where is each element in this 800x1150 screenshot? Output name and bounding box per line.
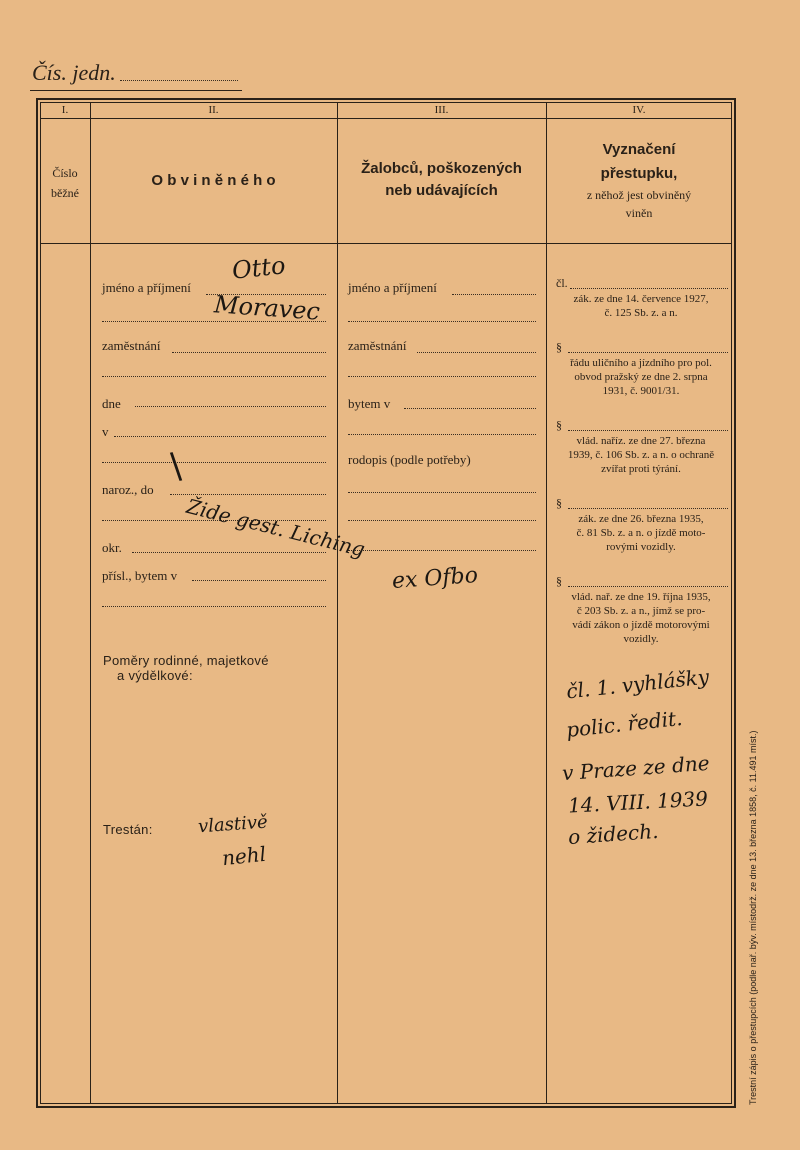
plaintiff-bio-field-2[interactable] — [348, 520, 536, 521]
law4-field[interactable] — [568, 508, 728, 509]
accused-in-label: v — [102, 424, 109, 439]
accused-occupation-field-2[interactable] — [102, 376, 326, 377]
accused-occupation-field[interactable] — [172, 352, 326, 353]
law2-prefix: § — [556, 340, 562, 354]
column-divider-1 — [90, 102, 91, 1104]
plaintiff-bio-field[interactable] — [348, 492, 536, 493]
column-divider-2 — [337, 102, 338, 1104]
accused-day-label: dne — [102, 396, 121, 411]
handwritten-punished-1: vlastivě — [197, 811, 269, 838]
law1-prefix: čl. — [556, 276, 568, 290]
law5-text: vlád. nař. ze dne 19. října 1935, č 203 Sb. z. a n., jímž se pro- vádí zákon o jízdě motorovými vozidly. — [571, 591, 711, 645]
plaintiff-residence-field-2[interactable] — [348, 434, 536, 435]
accused-in-field-2[interactable] — [102, 462, 326, 463]
cis-jedn-label: Čís. jedn. — [32, 60, 116, 85]
handwritten-dash: \ — [165, 445, 187, 488]
accused-born-label: naroz., do — [102, 482, 154, 497]
law3-field[interactable] — [568, 430, 728, 431]
plaintiff-occupation-field-2[interactable] — [348, 376, 536, 377]
plaintiff-occupation-label: zaměstnání — [348, 338, 407, 353]
handwritten-note-4: 14. VIII. 1939 — [567, 786, 709, 818]
plaintiff-name-label: jméno a příjmení — [348, 280, 437, 295]
law1-field[interactable] — [570, 288, 728, 289]
plaintiff-name-field[interactable] — [452, 294, 536, 295]
column-header-4: Vyznačení přestupku, z něhož jest obviněný viněn — [586, 141, 692, 220]
column-number-3: III. — [434, 104, 449, 116]
law3-prefix: § — [556, 418, 562, 432]
plaintiff-bio-label: rodopis (podle potřeby) — [348, 452, 471, 467]
plaintiff-name-field-2[interactable] — [348, 321, 536, 322]
accused-in-field[interactable] — [114, 436, 326, 437]
handwritten-note-2: polic. ředit. — [565, 705, 684, 743]
handwritten-note-1: čl. 1. vyhlášky — [565, 664, 711, 704]
handwritten-note-3: v Praze ze dne — [561, 750, 711, 786]
law2-text: řádu uličního a jízdního pro pol. obvod pražský ze dne 2. srpna 1931, č. 9001/31. — [570, 357, 712, 397]
law5-prefix: § — [556, 574, 562, 588]
handwritten-last-name: Moravec — [213, 290, 321, 326]
family-label: Poměry rodinné, majetkové a výdělkové: — [103, 653, 269, 683]
law4-prefix: § — [556, 496, 562, 510]
column-number-4: IV. — [632, 104, 646, 116]
punished-label: Trestán: — [103, 822, 153, 837]
column-number-1: I. — [61, 104, 69, 116]
accused-residence-field[interactable] — [192, 580, 326, 581]
header-underline — [30, 90, 242, 91]
accused-name-label: jméno a příjmení — [102, 280, 191, 295]
column-number-2: II. — [208, 104, 219, 116]
plaintiff-residence-field[interactable] — [404, 408, 536, 409]
accused-occupation-label: zaměstnání — [102, 338, 161, 353]
handwritten-first-name: Otto — [230, 251, 287, 285]
side-note: Trestní zápis o přestupcích (podle nař. býv. místodrž. ze dne 13. března 1858, č. 11.491 míst.) — [748, 730, 758, 1105]
column-header-1: Číslo běžné — [51, 166, 79, 200]
accused-residence-field-2[interactable] — [102, 606, 326, 607]
header-row-divider — [40, 243, 732, 244]
column-divider-3 — [546, 102, 547, 1104]
accused-residence-label: přísl., bytem v — [102, 568, 178, 583]
handwritten-residence: ex Ofbo — [391, 563, 479, 594]
accused-day-field[interactable] — [135, 406, 326, 407]
column-header-2: O b v i n ě n é h o — [151, 172, 276, 189]
law5-field[interactable] — [568, 586, 728, 587]
law2-field[interactable] — [568, 352, 728, 353]
column-header-3: Žalobců, poškozených neb udávajících — [361, 160, 522, 199]
plaintiff-bio-field-3[interactable] — [348, 550, 536, 551]
law3-text: vlád. naříz. ze dne 27. března 1939, č. 106 Sb. z. a n. o ochraně zvířat proti týrání. — [567, 435, 715, 475]
cis-jedn-field[interactable] — [120, 80, 238, 81]
handwritten-birthplace: Žide gest. Liching — [184, 494, 368, 562]
law1-text: zák. ze dne 14. července 1927, č. 125 Sb. z. a n. — [573, 293, 709, 319]
accused-district-field[interactable] — [132, 552, 326, 553]
plaintiff-occupation-field[interactable] — [417, 352, 536, 353]
plaintiff-residence-label: bytem v — [348, 396, 391, 411]
law4-text: zák. ze dne 26. března 1935, č. 81 Sb. z. a n. o jízdě moto- rovými vozidly. — [576, 513, 706, 553]
handwritten-punished-2: nehl — [220, 841, 268, 871]
handwritten-note-5: o židech. — [567, 818, 660, 850]
accused-district-label: okr. — [102, 540, 122, 555]
number-row-divider — [40, 118, 732, 119]
